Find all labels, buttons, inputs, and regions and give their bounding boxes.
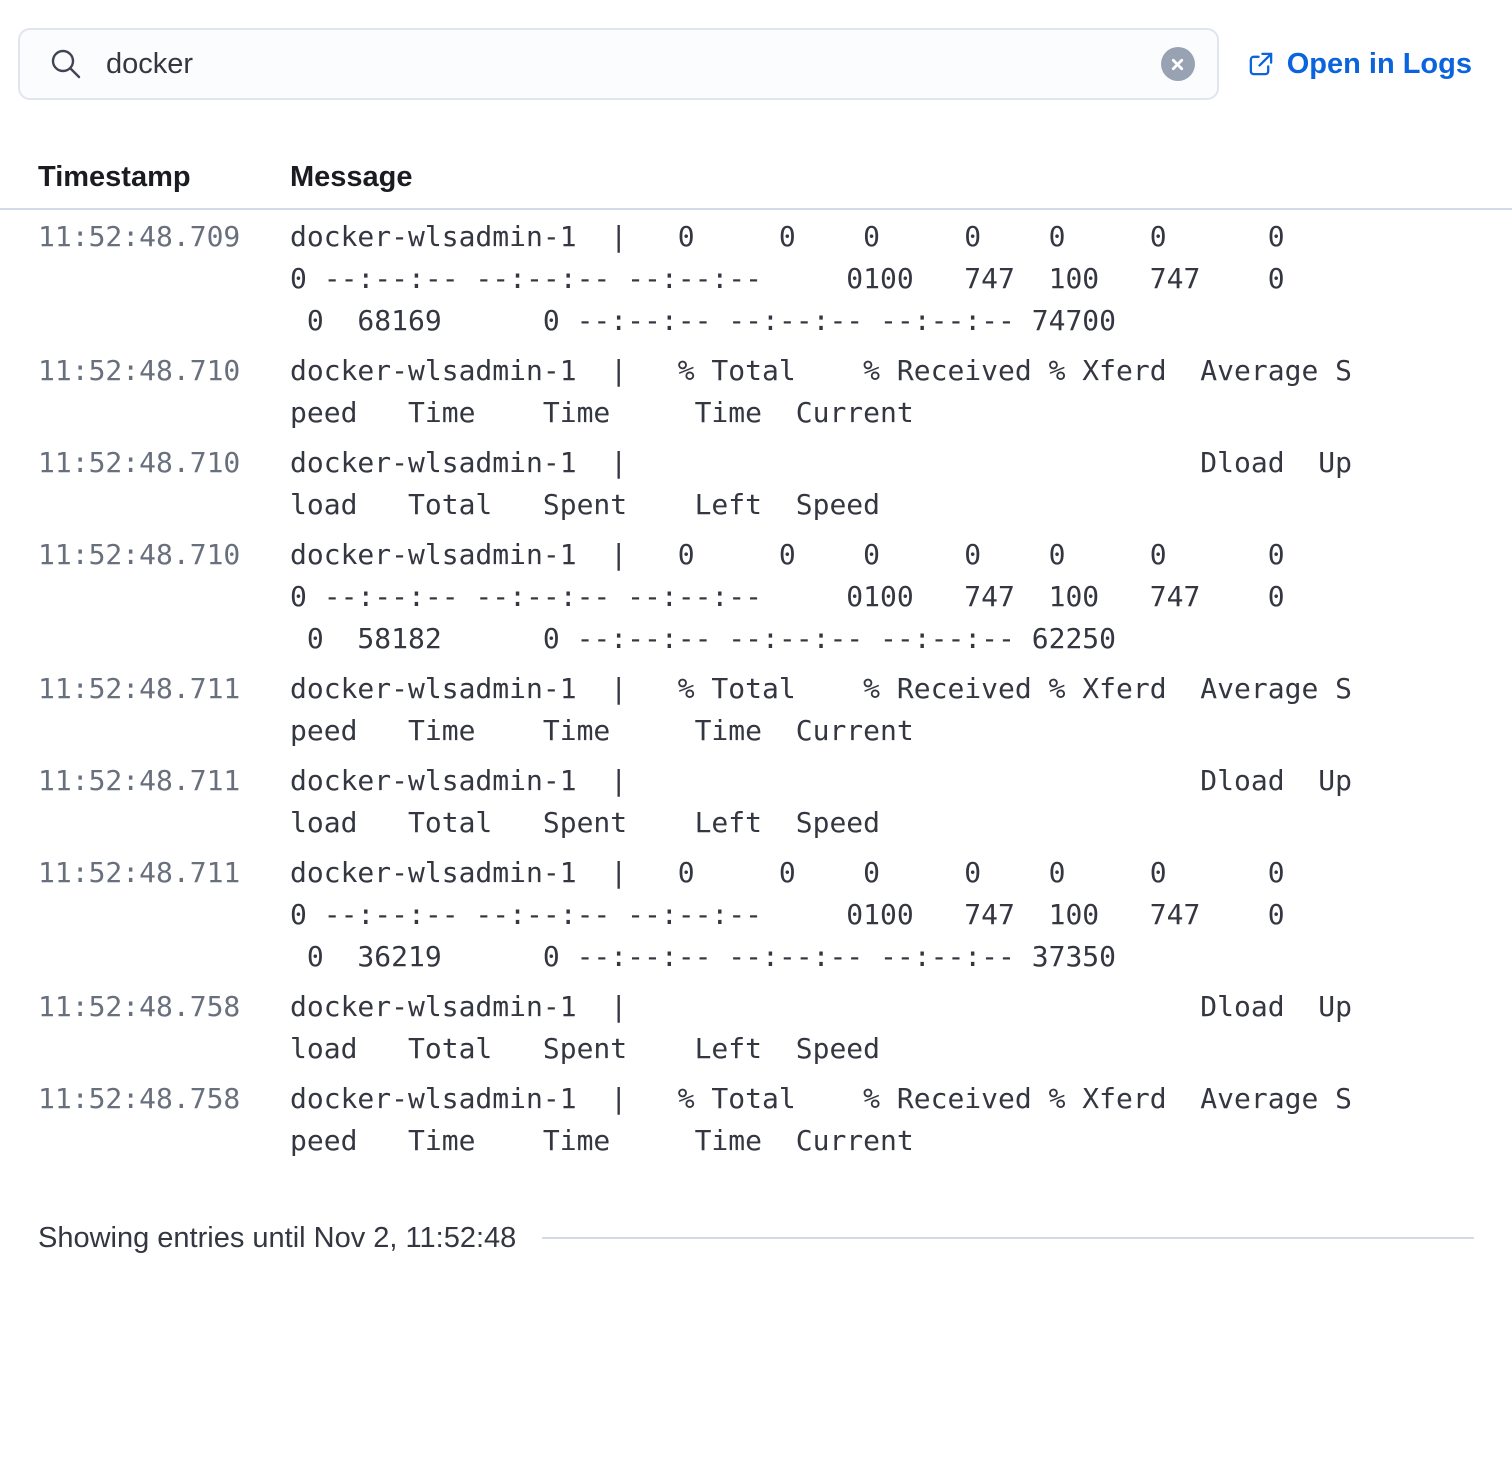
table-row [0, 848, 1512, 982]
row-message [290, 534, 1512, 660]
open-in-logs-label: Open in Logs [1286, 47, 1472, 80]
row-timestamp: 11:52:48.711 [38, 856, 241, 889]
footer-text: Showing entries until Nov 2, 11:52:48 [38, 1222, 517, 1254]
table-row [0, 664, 1512, 756]
row-timestamp: 11:52:48.709 [38, 220, 241, 253]
log-table-body [0, 210, 1512, 1166]
message-column-header: Message [290, 161, 413, 193]
row-message [290, 852, 1512, 978]
message-line: 0 36219 0 --:--:-- --:--:-- --:--:-- 37350 [290, 940, 1117, 973]
table-row [0, 756, 1512, 848]
message-line: docker-wlsadmin-1 | Dload Up [290, 990, 1353, 1023]
search-input[interactable] [106, 48, 1161, 81]
message-line: 0 --:--:-- --:--:-- --:--:-- 0100 747 100 747 0 [290, 898, 1353, 931]
message-line: docker-wlsadmin-1 | % Total % Received % Xferd Average S [290, 672, 1353, 705]
message-line: 0 68169 0 --:--:-- --:--:-- --:--:-- 74700 [290, 304, 1117, 337]
clear-icon [1169, 56, 1186, 73]
message-line: peed Time Time Time Current [290, 396, 914, 429]
search-box [18, 28, 1219, 100]
message-line: docker-wlsadmin-1 | 0 0 0 0 0 0 0 [290, 856, 1353, 889]
table-row [0, 530, 1512, 664]
message-line: docker-wlsadmin-1 | 0 0 0 0 0 0 0 [290, 538, 1353, 571]
message-line: docker-wlsadmin-1 | 0 0 0 0 0 0 0 [290, 220, 1353, 253]
footer-divider [542, 1237, 1474, 1239]
row-timestamp: 11:52:48.710 [38, 538, 241, 571]
footer [0, 1218, 1512, 1258]
row-timestamp: 11:52:48.710 [38, 446, 241, 479]
row-timestamp: 11:52:48.710 [38, 354, 241, 387]
table-row [0, 212, 1512, 346]
external-link-icon [1247, 51, 1274, 78]
message-line: load Total Spent Left Speed [290, 1032, 881, 1065]
row-message [290, 1078, 1512, 1162]
row-timestamp: 11:52:48.711 [38, 672, 241, 705]
table-row [0, 1074, 1512, 1166]
message-line: docker-wlsadmin-1 | % Total % Received % Xferd Average S [290, 354, 1353, 387]
message-line: load Total Spent Left Speed [290, 488, 881, 521]
message-line: load Total Spent Left Speed [290, 806, 881, 839]
row-message [290, 216, 1512, 342]
row-timestamp: 11:52:48.758 [38, 990, 241, 1023]
message-line: peed Time Time Time Current [290, 714, 914, 747]
message-line: 0 --:--:-- --:--:-- --:--:-- 0100 747 100 747 0 [290, 262, 1353, 295]
row-message [290, 668, 1512, 752]
message-line: 0 58182 0 --:--:-- --:--:-- --:--:-- 62250 [290, 622, 1117, 655]
row-timestamp: 11:52:48.758 [38, 1082, 241, 1115]
table-row [0, 438, 1512, 530]
topbar [0, 0, 1512, 100]
open-in-logs-link[interactable] [1247, 48, 1472, 81]
search-icon [48, 46, 84, 82]
message-line: docker-wlsadmin-1 | Dload Up [290, 764, 1353, 797]
message-line: 0 --:--:-- --:--:-- --:--:-- 0100 747 100 747 0 [290, 580, 1353, 613]
row-message [290, 986, 1512, 1070]
log-table-header [0, 160, 1512, 194]
message-line: peed Time Time Time Current [290, 1124, 914, 1157]
timestamp-column-header: Timestamp [38, 161, 191, 193]
table-row [0, 982, 1512, 1074]
row-message [290, 350, 1512, 434]
row-message [290, 760, 1512, 844]
table-row [0, 346, 1512, 438]
message-line: docker-wlsadmin-1 | Dload Up [290, 446, 1353, 479]
clear-search-button[interactable] [1161, 47, 1195, 81]
row-message [290, 442, 1512, 526]
message-line: docker-wlsadmin-1 | % Total % Received % Xferd Average S [290, 1082, 1353, 1115]
row-timestamp: 11:52:48.711 [38, 764, 241, 797]
